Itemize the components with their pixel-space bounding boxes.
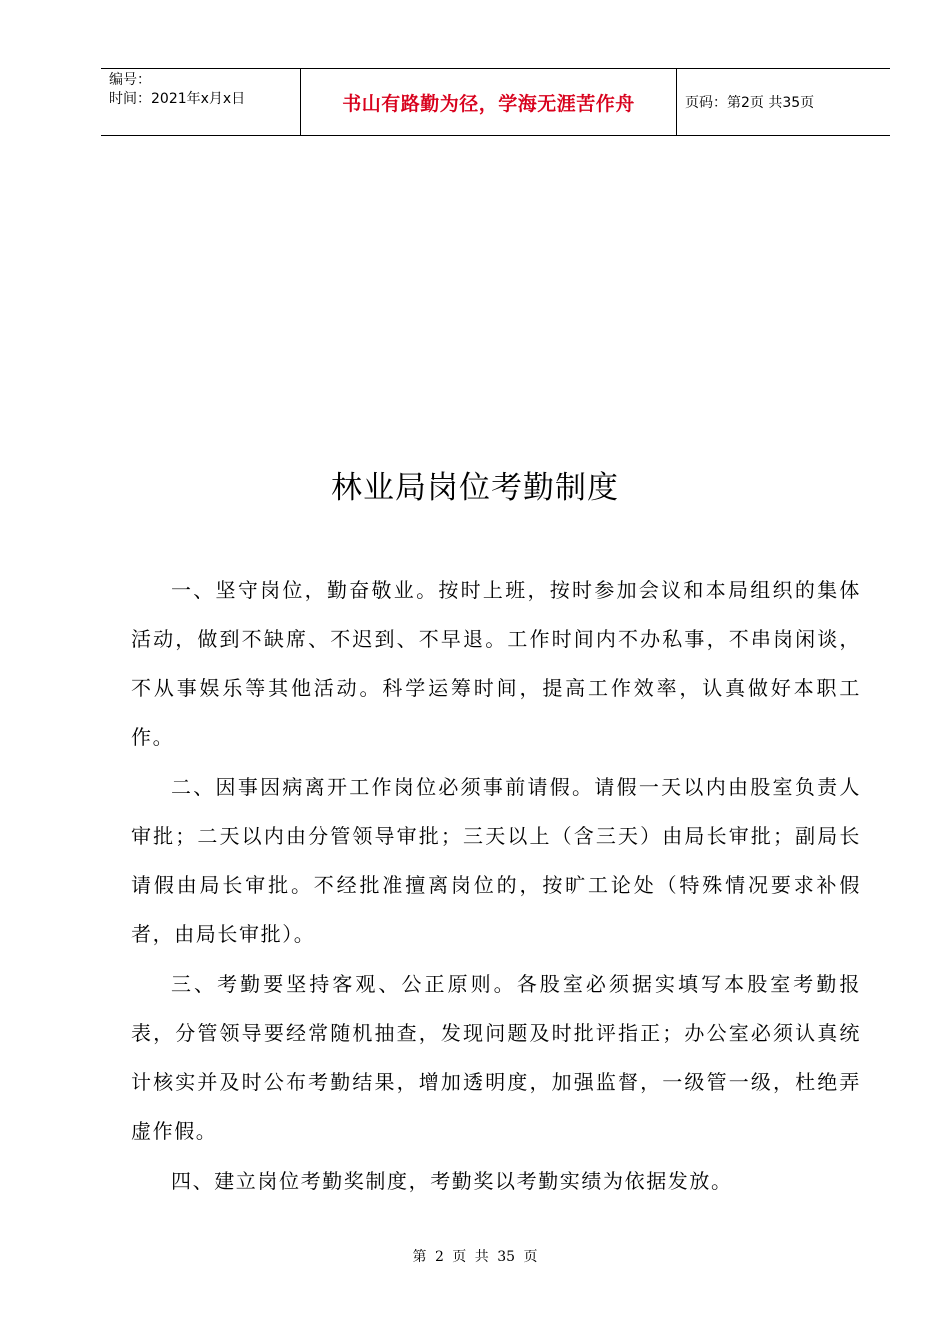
page-footer: 第 2 页 共 35 页	[412, 1249, 538, 1265]
header-page-code: 页码：第2页 共35页	[685, 95, 815, 111]
paragraph-1: 一、坚守岗位，勤奋敬业。按时上班，按时参加会议和本局组织的集体活动，做到不缺席、不迟到、不早退。工作时间内不办私事，不串岗闲谈，不从事娱乐等其他活动。科学运筹时间，提高工作效率，认真做好本职工作。	[131, 578, 861, 749]
document-body	[131, 566, 861, 1207]
document-title: 林业局岗位考勤制度	[331, 470, 619, 506]
page-header	[101, 68, 890, 136]
paragraph-4: 四、建立岗位考勤奖制度，考勤奖以考勤实绩为依据发放。	[171, 1169, 733, 1193]
document-date: 时间：2021年x月x日	[109, 91, 246, 107]
paragraph-3: 三、考勤要坚持客观、公正原则。各股室必须据实填写本股室考勤报表，分管领导要经常随机抽查，发现问题及时批评指正；办公室必须认真统计核实并及时公布考勤结果，增加透明度，加强监督，一级管一级，杜绝弄虚作假。	[131, 972, 861, 1143]
header-motto: 书山有路勤为径，学海无涯苦作舟	[342, 92, 635, 115]
header-page-cell	[677, 69, 890, 135]
header-meta-cell	[101, 69, 301, 135]
document-number-label: 编号：	[109, 72, 151, 88]
header-motto-cell	[301, 69, 677, 135]
paragraph-2: 二、因事因病离开工作岗位必须事前请假。请假一天以内由股室负责人审批；二天以内由分管领导审批；三天以上（含三天）由局长审批；副局长请假由局长审批。不经批准擅离岗位的，按旷工论处（特殊情况要求补假者，由局长审批）。	[131, 775, 861, 946]
